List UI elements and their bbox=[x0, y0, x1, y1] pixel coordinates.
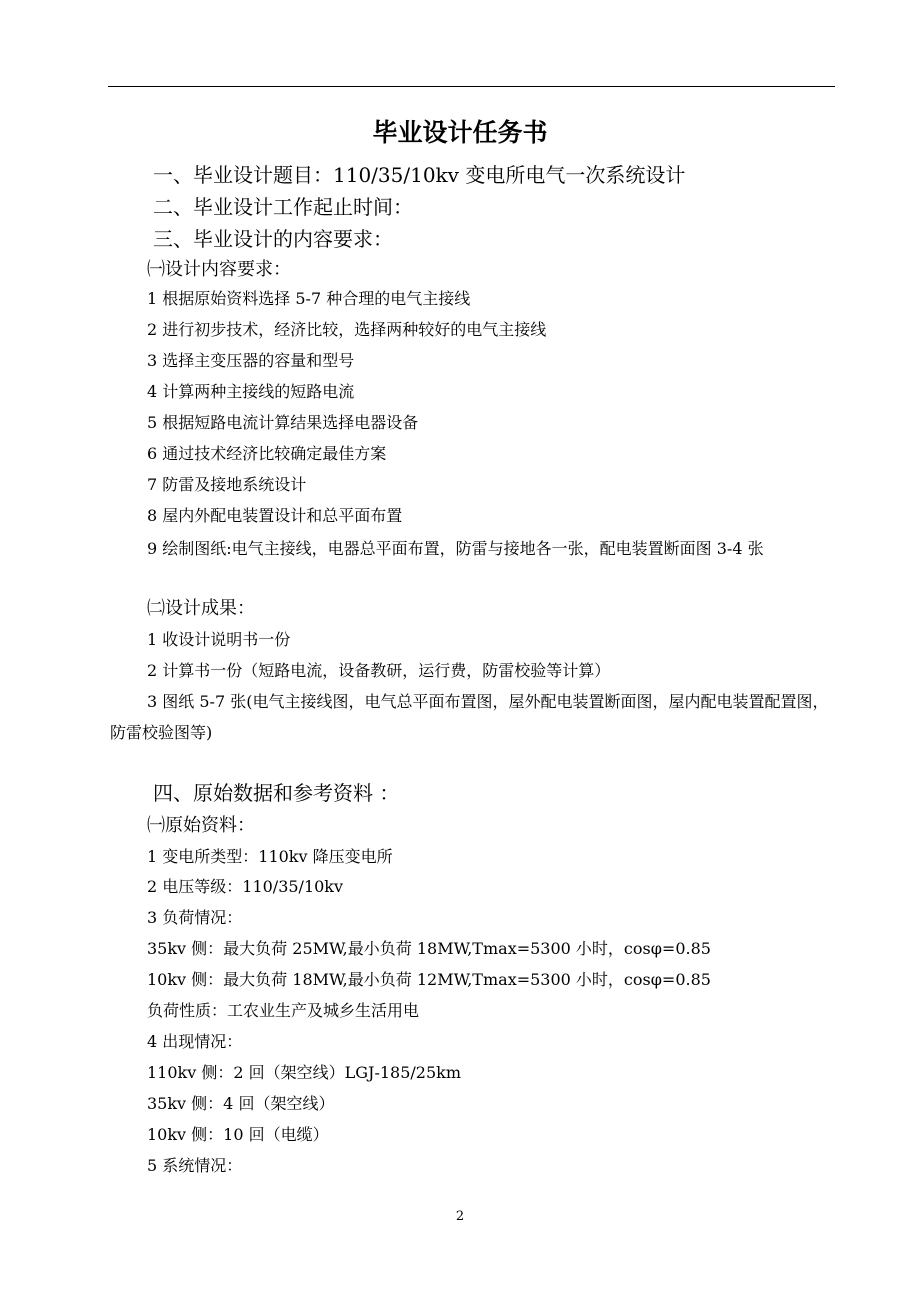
list-item: 2 进行初步技术，经济比较，选择两种较好的电气主接线 bbox=[147, 320, 547, 339]
list-item: 6 通过技术经济比较确定最佳方案 bbox=[147, 444, 387, 463]
list-item: 负荷性质：工农业生产及城乡生活用电 bbox=[147, 1001, 420, 1020]
list-item: 10kv 侧：最大负荷 18MW,最小负荷 12MW,Tmax=5300 小时，cosφ=0.85 bbox=[147, 970, 711, 989]
list-item-wrapped: 3 图纸 5-7 张(电气主接线图，电气总平面布置图，屋外配电装置断面图，屋内配电装置配置图，防雷校验图等) bbox=[110, 692, 829, 742]
list-item: 10kv 侧：10 回（电缆） bbox=[147, 1125, 329, 1144]
list-item: 1 收设计说明书一份 bbox=[147, 630, 291, 649]
list-item: 5 根据短路电流计算结果选择电器设备 bbox=[147, 413, 419, 432]
list-item: 8 屋内外配电装置设计和总平面布置 bbox=[147, 506, 403, 525]
list-item: 2 电压等级：110/35/10kv bbox=[147, 877, 344, 896]
subheading-results: ㈡设计成果： bbox=[147, 598, 255, 619]
list-item: 4 计算两种主接线的短路电流 bbox=[147, 382, 355, 401]
list-item: 35kv 侧：最大负荷 25MW,最小负荷 18MW,Tmax=5300 小时，cosφ=0.85 bbox=[147, 939, 711, 958]
list-item: 2 计算书一份（短路电流，设备教研，运行费，防雷校验等计算） bbox=[147, 661, 611, 680]
section-requirements: 三、毕业设计的内容要求： bbox=[153, 227, 393, 251]
list-item: 1 变电所类型：110kv 降压变电所 bbox=[147, 847, 393, 866]
header-rule bbox=[108, 86, 835, 87]
list-item: 1 根据原始资料选择 5-7 种合理的电气主接线 bbox=[147, 289, 471, 308]
list-item: 3 负荷情况： bbox=[147, 908, 243, 927]
section-period: 二、毕业设计工作起止时间： bbox=[153, 195, 413, 219]
subheading-content: ㈠设计内容要求： bbox=[147, 259, 291, 280]
list-item: 4 出现情况： bbox=[147, 1032, 243, 1051]
list-item: 35kv 侧：4 回（架空线） bbox=[147, 1094, 335, 1113]
subheading-raw: ㈠原始资料： bbox=[147, 815, 255, 836]
document-title: 毕业设计任务书 bbox=[372, 118, 548, 147]
page-number: 2 bbox=[455, 1209, 465, 1224]
list-item: 110kv 侧：2 回（架空线）LGJ-185/25km bbox=[147, 1063, 462, 1082]
section-topic: 一、毕业设计题目：110/35/10kv 变电所电气一次系统设计 bbox=[153, 163, 686, 187]
list-item: 7 防雷及接地系统设计 bbox=[147, 475, 307, 494]
list-item-wrapped: 9 绘制图纸:电气主接线，电器总平面布置，防雷与接地各一张，配电装置断面图 3-4 张 bbox=[147, 539, 764, 558]
list-item: 3 选择主变压器的容量和型号 bbox=[147, 351, 355, 370]
section-raw-data: 四、原始数据和参考资料 ： bbox=[153, 781, 400, 805]
list-item: 5 系统情况： bbox=[147, 1156, 243, 1175]
